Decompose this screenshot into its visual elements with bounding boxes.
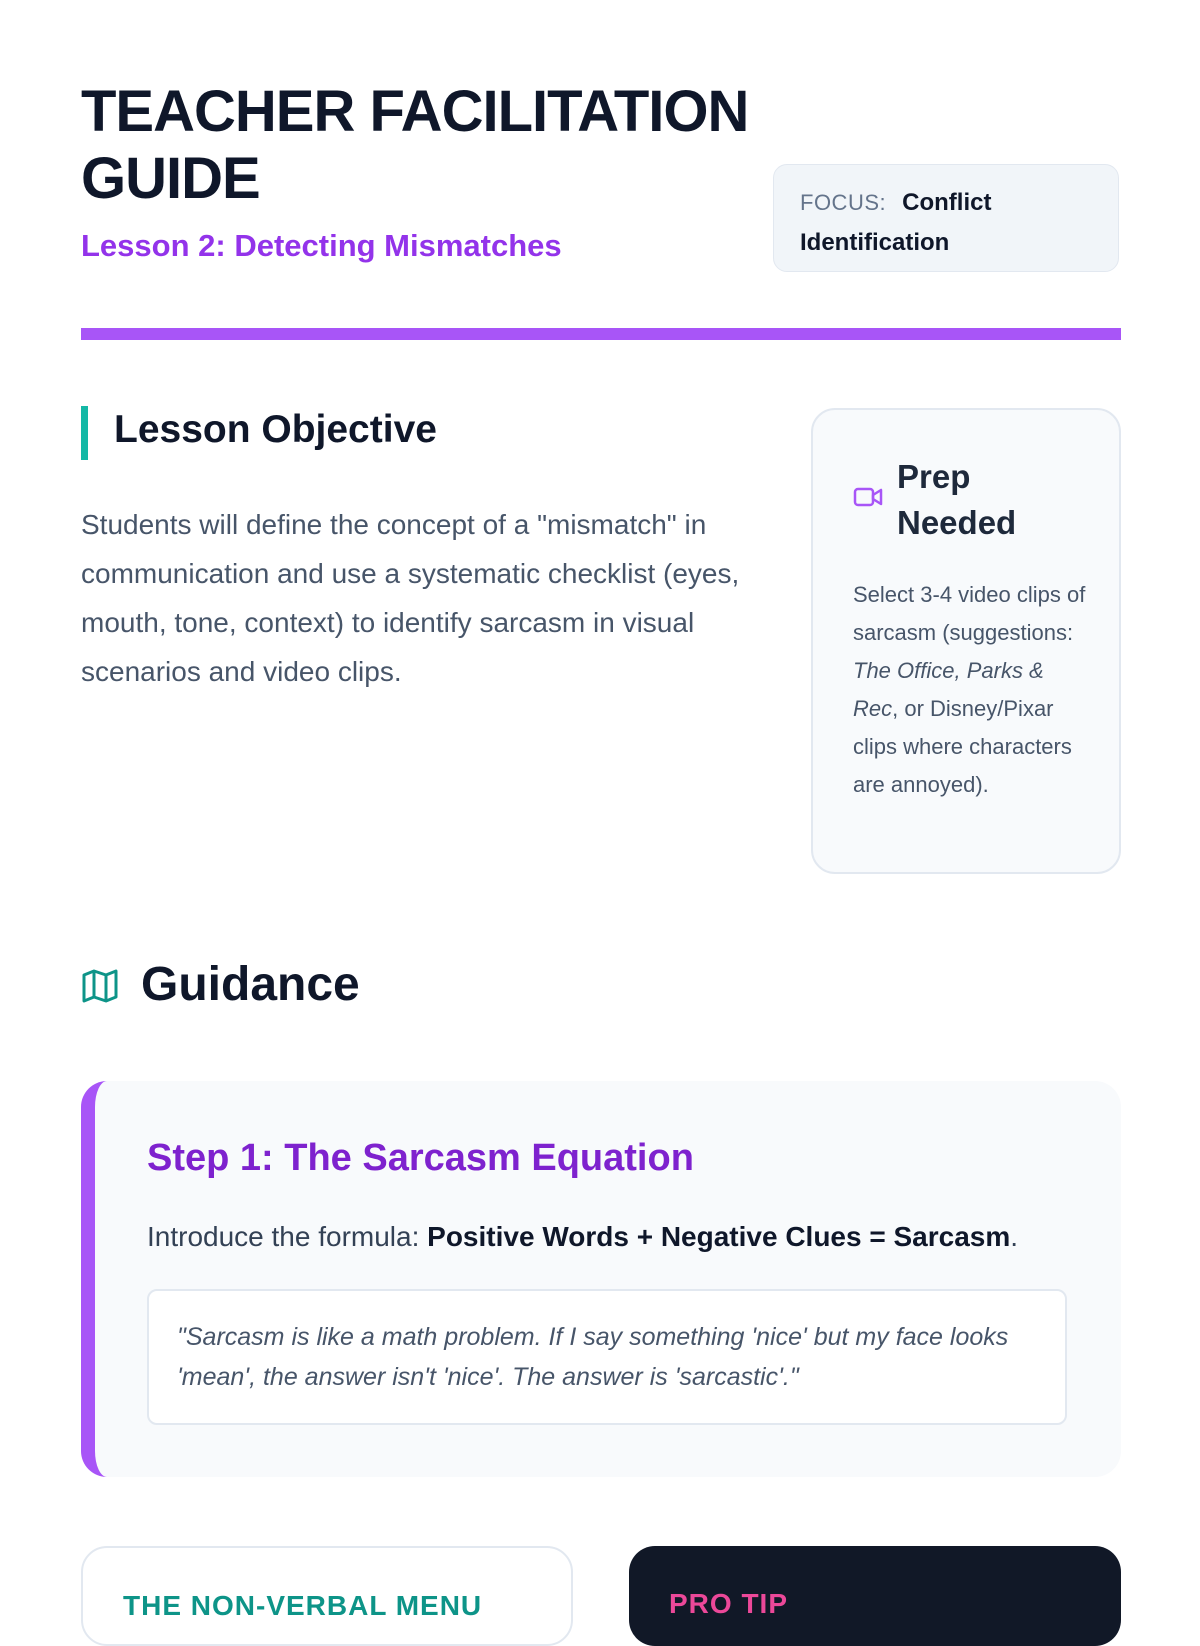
focus-badge xyxy=(773,164,1119,272)
objective-accent-bar xyxy=(81,406,88,460)
video-camera-icon xyxy=(853,486,883,508)
objective-heading: Lesson Objective xyxy=(114,408,437,451)
prep-title: Prep Needed xyxy=(897,458,1017,541)
lesson-subtitle: Lesson 2: Detecting Mismatches xyxy=(81,228,562,263)
nonverbal-menu-card xyxy=(81,1546,573,1646)
nonverbal-menu-label: THE NON-VERBAL MENU xyxy=(123,1590,483,1621)
step-1-card xyxy=(81,1081,1121,1477)
page-title: TEACHER FACILITATION GUIDE xyxy=(81,79,749,211)
page xyxy=(81,0,1121,1621)
guidance-heading: Guidance xyxy=(141,958,360,1011)
prep-text-end: , or Disney/Pixar clips where characters are annoyed). xyxy=(853,696,1072,797)
step-1-intro-end: . xyxy=(1010,1221,1019,1252)
objective-text: Students will define the concept of a "mismatch" in communication and use a systematic checklist (eyes, mouth, tone, context) to identify sarcasm in visual scenarios and video clips. xyxy=(81,509,740,687)
map-icon xyxy=(81,968,119,1004)
pro-tip-card xyxy=(629,1546,1121,1646)
pro-tip-label: PRO TIP xyxy=(669,1588,789,1619)
focus-label: FOCUS: xyxy=(800,190,887,215)
step-1-intro-text: Introduce the formula: xyxy=(147,1221,428,1252)
prep-text-shows: The Office, Parks & Rec xyxy=(853,658,1044,721)
prep-card xyxy=(811,408,1121,874)
prep-text xyxy=(853,576,1093,804)
step-1-intro xyxy=(147,1221,1087,1253)
header-divider xyxy=(81,328,1121,340)
focus-value: Conflict Identification xyxy=(800,189,992,256)
sarcasm-formula: Positive Words + Negative Clues = Sarcasm xyxy=(427,1221,1011,1252)
step-1-title: Step 1: The Sarcasm Equation xyxy=(147,1137,694,1179)
prep-text-start: Select 3-4 video clips of sarcasm (suggestions: xyxy=(853,582,1086,645)
step-1-quote: "Sarcasm is like a math problem. If I say something 'nice' but my face looks 'mean', the answer isn't 'nice'. The answer is 'sarcastic'." xyxy=(147,1289,1067,1425)
